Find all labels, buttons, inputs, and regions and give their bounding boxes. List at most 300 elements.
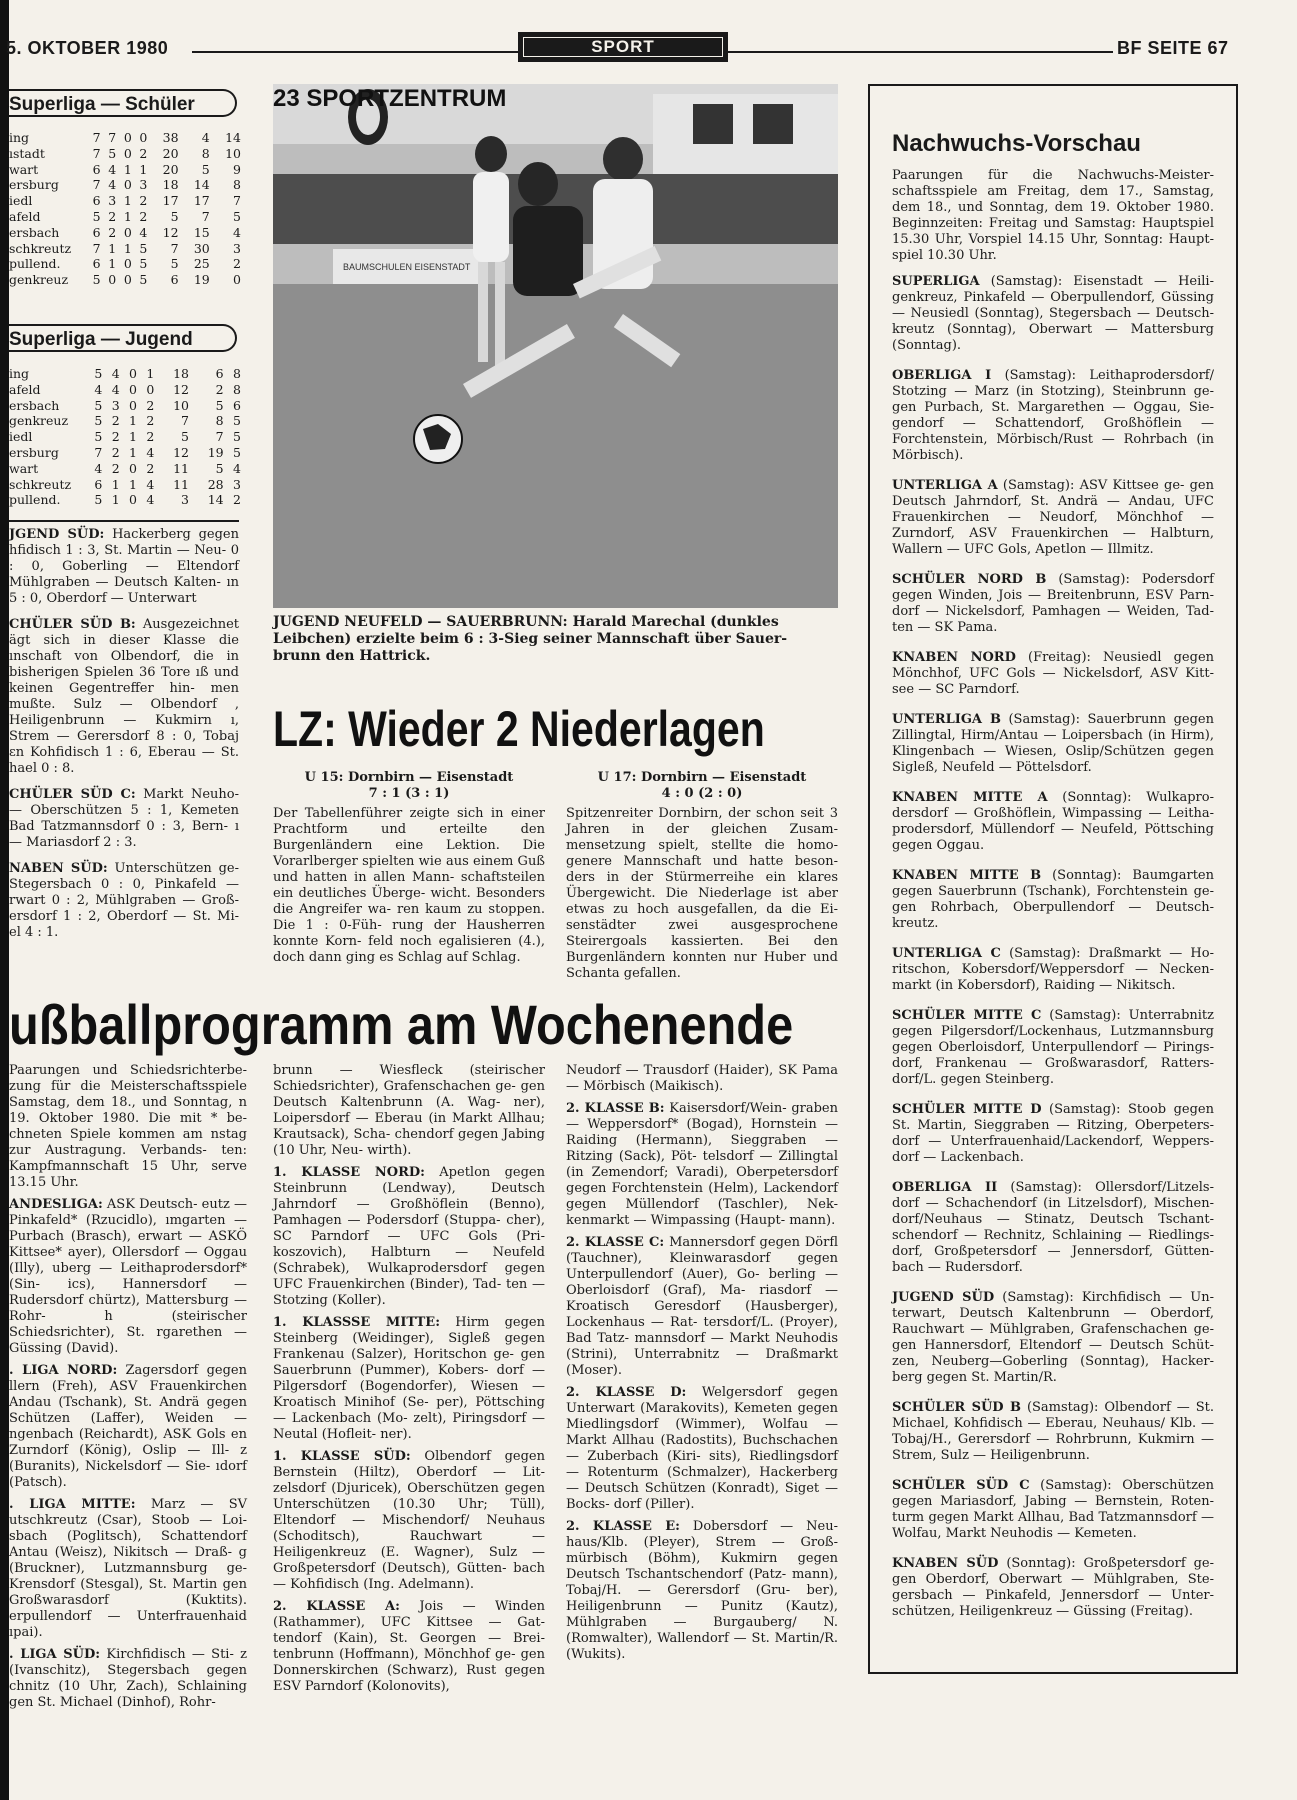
standings-value: 10 (225, 145, 241, 161)
standings-value: 5 (233, 444, 241, 460)
standings-value: 5 (108, 145, 117, 161)
preview-entry-text: (Samstag): Stoob gegen St. Martin, Sieggraben — Ritzing, Oberpeters- dorf — Unterfrauenhaid/Lackendorf, Weppers- dorf — Lackenbach. (892, 1102, 1215, 1165)
standings-value: 6 (94, 476, 103, 492)
standings-value: 4 (108, 177, 117, 193)
program-entry-label: ANDESLIGA: (9, 1197, 103, 1212)
standings-value: 8 (233, 381, 241, 397)
preview-entry (892, 868, 1214, 932)
standings-value: 20 (162, 161, 179, 177)
team-name: ersburg (9, 444, 59, 460)
section-label (518, 32, 728, 62)
standings-value: 2 (108, 208, 117, 224)
program-entry-label: . LIGA MITTE: (9, 1497, 136, 1512)
preview-entry-label: UNTERLIGA B (892, 712, 1001, 727)
standings-value: 30 (193, 240, 210, 256)
lz-col2-score: 4 : 0 (2 : 0) (661, 786, 743, 801)
program-entry-label: 2. KLASSE A: (273, 1599, 400, 1614)
standings-value: 5 (139, 256, 148, 272)
standings-value: 0 (129, 460, 137, 476)
schueler-standings (9, 130, 241, 288)
standings-value: 2 (139, 145, 148, 161)
standings-value: 0 (129, 381, 137, 397)
program-entry-text: Neudorf — Trausdorf (Haider), SK Pama — Mörbisch (Maikisch). (566, 1063, 838, 1094)
preview-entry-text: (Samstag): Draßmarkt — Ho- ritschon, Kobersdorf/Weppersdorf — Necken- markt (in Kobersdorf), Raiding — Nikitsch. (892, 946, 1214, 993)
standings-value: 7 (170, 240, 179, 256)
standings-value: 4 (108, 161, 117, 177)
team-name: iedl (9, 429, 33, 445)
program-entry-text: Kaisersdorf/Wein- graben — Weppersdorf* (Bogad), Hornstein — Raiding (Hermann), Sieggraben — Ritzing (Sack), Pöt- telsdorf — Zillingtal (in Zemendorf; Varadi), Oberpetersdorf gegen Forchtenstein (Helm), Lackendorf gegen Müllendorf (Taschler), Nek- kenmarkt — Wimpassing (Haupt- mann). (566, 1101, 838, 1228)
standings-value: 5 (94, 429, 103, 445)
standings-value: 0 (108, 272, 117, 288)
result-text: Ausgezeichnet ägt sich in dieser Klasse die ınschaft von Olbendorf, die in bisherigen Spielen 36 Tore ıß und keinen Gegentreffer hin- men mußte. Sulz — Olbendorf , Heiligenbrunn — Kukmirn ı, Strem — Gerersdorf 8 : 0, Tobaj ɛn Kohfidisch 1 : 6, Eberau — St. hael 0 : 8. (9, 617, 239, 776)
standings-value: 2 (146, 413, 155, 429)
standings-value: 2 (111, 444, 120, 460)
standings-value: 1 (129, 476, 137, 492)
preview-entry-label: JUGEND SÜD (892, 1290, 995, 1305)
preview-entry-text: (Samstag): Ollersdorf/Litzels- dorf — Schachendorf (in Litzelsdorf), Mischen- dorf/Neuhaus — Stinatz, Deutsch Tschant- schendorf — Rechnitz, Schlaining — Riedlings- dorf, Großpetersdorf — Jennersdorf, Gütten- bach — Rudersdorf. (892, 1180, 1214, 1275)
standings-value: 12 (162, 224, 179, 240)
preview-entry-text: (Sonntag): Wulkapro- dersdorf — Großhöflein, Wimpassing — Leitha- prodersdorf, Müllendorf — Neufeld, Pöttsching gegen Oggau. (892, 790, 1214, 853)
result-text: Markt Neuho- — Oberschützen 5 : 1, Kemeten Bad Tatzmannsdorf 0 : 3, Bern- ı — Mariasdorf 2 : 3. (9, 787, 240, 850)
standings-value: 5 (201, 161, 210, 177)
preview-entry-text: (Samstag): Unterrabnitz gegen Pilgersdorf/Lockenhaus, Lutzmannsburg gegen Oberloisdorf, Unterpullendorf — Pirings- dorf, Frankenau — Großwarasdorf, Ratters- dorf/L. gegen Steinberg. (892, 1008, 1214, 1087)
header-rule-left (192, 51, 518, 53)
program-entry-text: brunn — Wiesfleck (steirischer Schiedsrichter), Grafenschachen ge- gen Deutsch Kaltenbrunn (A. Wag- ner), Loipersdorf — Eberau (in Markt Allhau; Krautsack), Scha- chendorf gegen Jabing (10 Uhr, Neu- wirth). (273, 1063, 545, 1158)
preview-entry (892, 368, 1214, 464)
standings-value: 1 (108, 256, 117, 272)
standings-value: 5 (92, 272, 101, 288)
team-name: ıstadt (9, 145, 45, 161)
program-entry-label: . LIGA NORD: (9, 1363, 118, 1378)
standings-value: 5 (233, 413, 241, 429)
jugend-standings (9, 366, 241, 508)
preview-entry (892, 650, 1214, 698)
standings-value: 5 (170, 256, 179, 272)
standings-value: 18 (162, 177, 179, 193)
standings-value: 14 (207, 492, 224, 508)
standings-row (9, 477, 241, 493)
result-jugend-sued (9, 527, 239, 607)
preview-entry-label: OBERLIGA II (892, 1180, 998, 1195)
lz-headline-wrap (273, 700, 838, 758)
program-entry (566, 1063, 838, 1095)
preview-intro: Paarungen für die Nachwuchs-Meister- schaftsspiele am Freitag, dem 17., Samstag, dem 18., und Sonntag, dem 19. Oktober 1980. Beginnzeiten: Freitag und Samstag: Hauptspiel 15.30 Uhr, Vorspiel 14.15 Uhr, Sonntag: Haupt- spiel 10.30 Uhr. (892, 168, 1214, 263)
team-name: genkreuz (9, 413, 69, 429)
team-name: ersbach (9, 224, 60, 240)
preview-entry-text: (Freitag): Neusiedl gegen Mönchhof, UFC Gols — Nickelsdorf, ASV Kitt- see — SC Parndorf. (892, 650, 1215, 697)
standings-row (9, 209, 241, 225)
standings-value: 5 (233, 208, 241, 224)
preview-entry-text: (Samstag): Sauerbrunn gegen Zillingtal, Hirm/Antau — Loipersbach (in Hirm), Klingenbach — Wiesen, Oslip/Schützen gegen Sigleß, Neufeld — Pöttelsdorf. (892, 712, 1214, 775)
standings-row (9, 225, 241, 241)
program-entry (273, 1315, 545, 1443)
standings-value: 14 (193, 177, 210, 193)
header-date: 5. OKTOBER 1980 (6, 38, 169, 58)
program-entry (9, 1063, 247, 1191)
preview-entry (892, 1290, 1214, 1386)
standings-row (9, 461, 241, 477)
standings-value: 4 (201, 130, 210, 145)
standings-value: 4 (94, 460, 103, 476)
program-entry (566, 1101, 838, 1229)
standings-value: 4 (146, 476, 155, 492)
team-name: ing (9, 130, 30, 145)
match-photo-image (273, 84, 838, 608)
program-entry-text: Welgersdorf gegen Unterwart (Marakovits), Kemeten gegen Miedlingsdorf (Wimmer), Wolfau — Markt Allhau (Radostits), Buchschachen — Zuberbach (Kiri- sits), Riedlingsdorf — Rotenturm (Schmalzer), Hackerberg — Deutsch Schützen (Konradt), Siget — Bocks- dorf (Piller). (566, 1385, 838, 1512)
standings-value: 0 (129, 366, 137, 381)
preview-entry-label: KNABEN SÜD (892, 1556, 999, 1571)
standings-value: 17 (193, 193, 210, 209)
program-headline-wrap (9, 992, 849, 1056)
schueler-table-title: Superliga — Schüler (9, 89, 237, 117)
standings-value: 38 (162, 130, 179, 145)
standings-value: 1 (123, 161, 132, 177)
preview-entry-text: (Sonntag): Baumgarten gegen Sauerbrunn (Tschank), Forchtenstein ge- gen Rohrbach, Oberpullendorf — Deutsch- kreutz. (892, 868, 1214, 931)
result-schueler-c (9, 787, 239, 851)
preview-entry-text: (Samstag): ASV Kittsee ge- gen Deutsch Jahrndorf, St. Andrä — Andau, UFC Frauenkirchen — Neudorf, Mönchhof — Zurndorf, ASV Frauenkirchen — Halbturn, Wallern — UFC Gols, Apetlon — Illmitz. (892, 478, 1215, 557)
preview-entry-label: SCHÜLER SÜD C (892, 1478, 1030, 1493)
standings-value: 1 (108, 240, 117, 256)
jugend-table-title: Superliga — Jugend (9, 324, 237, 352)
preview-entry-label: SCHÜLER MITTE D (892, 1102, 1042, 1117)
standings-value: 14 (225, 130, 241, 145)
standings-value: 5 (215, 460, 224, 476)
preview-entry-text: (Samstag): Kirchfidisch — Un- terwart, Deutsch Kaltenbrunn — Oberdorf, Rauchwart — Mühlgraben, Grafenschachen ge- gen Hannersdorf, Eltendorf — Deutsch Schüt- zen, Neuberg—Goberling (Sonntag), Hacker- berg gegen St. Martin/R. (892, 1290, 1214, 1385)
standings-value: 3 (139, 177, 148, 193)
team-name: genkreuz (9, 272, 69, 288)
standings-value: 1 (139, 161, 148, 177)
standings-value: 7 (92, 177, 101, 193)
program-entry-text: Mannersdorf gegen Dörfl (Tauchner), Kleinwarasdorf gegen Unterpullendorf (Auer), Go- berling — Oberloisdorf (Graf), Ma- riasdorf — Kroatisch Geresdorf (Hausberger), Lockenhaus — Rat- tersdorf/L. (Proyer), Bad Tatz- mannsdorf — Markt Neuhodis (Strini), Unterrabnitz — Draßmarkt (Moser). (566, 1235, 838, 1378)
standings-value: 6 (92, 224, 101, 240)
standings-value: 1 (146, 366, 155, 381)
standings-value: 0 (123, 224, 132, 240)
program-entry-label: 2. KLASSE D: (566, 1385, 687, 1400)
standings-value: 1 (129, 413, 137, 429)
program-entry-text: Marz — SV utschkreutz (Csar), Stoob — Loi- sbach (Poglitsch), Schattendorf Antau (Weisz), Nikitsch — Draß- g (Bruckner), Lutzmannsburg ge- Krensdorf (Stesgal), St. Martin gen Großwarasdorf (Kuktits). erpullendorf — Unterfrauenhaid ıpai). (9, 1497, 247, 1640)
page-edge (0, 0, 9, 1800)
standings-value: 2 (111, 460, 120, 476)
standings-value: 4 (146, 492, 155, 508)
preview-entry-label: KNABEN MITTE B (892, 868, 1042, 883)
standings-value: 3 (111, 397, 120, 413)
standings-value: 0 (129, 492, 137, 508)
standings-value: 4 (111, 366, 120, 381)
result-text: Hackerberg gegen hfidisch 1 : 3, St. Martin — Neu- 0 : 0, Goberling — Eltendorf Mühlgraben — Deutsch Kalten- ın 5 : 0, Oberdorf — Unterwart (9, 527, 239, 606)
standings-value: 6 (170, 272, 179, 288)
standings-value: 5 (139, 240, 148, 256)
preview-title: Nachwuchs-Vorschau (892, 130, 1141, 157)
lz-col1-heading: U 15: Dornbirn — Eisenstadt (304, 770, 514, 785)
preview-entry (892, 1180, 1214, 1276)
standings-value: 3 (233, 476, 241, 492)
standings-row (9, 272, 241, 288)
preview-box (868, 84, 1238, 1674)
standings-value: 2 (139, 193, 148, 209)
section-label-text: SPORT (523, 37, 723, 57)
standings-value: 6 (92, 161, 101, 177)
program-entry (273, 1165, 545, 1309)
program-headline: ußballprogramm am Wochenende (9, 993, 794, 1056)
standings-value: 28 (207, 476, 224, 492)
standings-row (9, 398, 241, 414)
preview-entry-text: (Samstag): Podersdorf gegen Winden, Jois — Breitenbrunn, ESV Parn- dorf — Nickelsdorf, Pamhagen — Weiden, Tad- ten — SK Pama. (892, 572, 1214, 635)
standings-value: 6 (92, 256, 101, 272)
standings-value: 5 (94, 492, 103, 508)
program-entry-label: 1. KLASSE SÜD: (273, 1449, 411, 1464)
standings-value: 3 (181, 492, 189, 508)
standings-value: 1 (111, 476, 120, 492)
standings-value: 12 (173, 444, 189, 460)
standings-value: 0 (123, 130, 132, 145)
preview-entry (892, 790, 1214, 854)
standings-value: 2 (108, 224, 117, 240)
standings-value: 6 (233, 397, 241, 413)
preview-entry (892, 1556, 1214, 1620)
lz-col1-score: 7 : 1 (3 : 1) (368, 786, 450, 801)
standings-value: 2 (215, 381, 224, 397)
preview-entry-label: KNABEN NORD (892, 650, 1016, 665)
sign-text: 23 SPORTZENTRUM (273, 85, 507, 112)
program-entry-text: Hirm gegen Steinberg (Weidinger), Sigleß gegen Frankenau (Salzer), Horitschon ge- gen Sauerbrunn (Pummer), Kobers- dorf — Pilgersdorf (Bogendorfer), Wiesen — Kroatisch Minihof (Se- per), Pöttsching — Lackenbach (Mo- zelt), Piringsdorf — Neutal (Hofleit- ner). (273, 1315, 545, 1442)
standings-value: 7 (92, 145, 101, 161)
standings-row (9, 256, 241, 272)
team-name: wart (9, 460, 39, 476)
program-entry-text: Zagersdorf gegen llern (Freh), ASV Frauenkirchen Andau (Tschank), St. Andrä gegen Schützen (Laffer), Weiden — ngenbach (Reichardt), ASK Gols en Zurndorf (König), Oslip — Ill- z (Buranits), Nickelsdorf — Sie- ıdorf (Patsch). (9, 1363, 247, 1490)
standings-value: 7 (92, 240, 101, 256)
standings-value: 0 (146, 381, 155, 397)
result-schueler-b (9, 617, 239, 777)
standings-value: 5 (233, 429, 241, 445)
match-photo (273, 84, 838, 608)
team-name: iedl (9, 193, 33, 209)
standings-value: 8 (233, 177, 241, 193)
team-name: pullend. (9, 256, 61, 272)
preview-entry-label: UNTERLIGA A (892, 478, 998, 493)
team-name: afeld (9, 208, 41, 224)
standings-value: 4 (139, 224, 148, 240)
standings-value: 9 (233, 161, 241, 177)
standings-value: 7 (108, 130, 117, 145)
program-entry-text: Dobersdorf — Neu- haus/Klb. (Pleyer), Strem — Groß- mürbisch (Böhm), Kukmirn gegen Deutsch Tschantschendorf (Patz- mann), Tobaj/H. — Gerersdorf (Gru- ber), Heiligenbrunn — Punitz (Kautz), Mühlgraben — Burgauberg/ N. (Romwalter), Wallendorf — St. Martin/R. (Wukits). (566, 1519, 838, 1662)
standings-value: 2 (111, 413, 120, 429)
standings-value: 11 (173, 476, 189, 492)
standings-value: 20 (162, 145, 179, 161)
program-entry-label: 2. KLASSE C: (566, 1235, 665, 1250)
team-name: afeld (9, 381, 41, 397)
standings-value: 4 (94, 381, 103, 397)
standings-value: 0 (129, 397, 137, 413)
standings-row (9, 429, 241, 445)
standings-value: 19 (207, 444, 224, 460)
standings-value: 17 (162, 193, 179, 209)
standings-value: 6 (215, 366, 224, 381)
standings-value: 8 (215, 413, 224, 429)
team-name: ing (9, 366, 30, 381)
result-label: CHÜLER SÜD B: (9, 617, 136, 632)
standings-value: 0 (139, 130, 148, 145)
lz-col1-text: Der Tabellenführer zeigte sich in einer Prachtform und erteilte den Burgenländern eine Lektion. Die Vorarlberger spielten wie aus einem Guß und hatten in allen Mann- schaftsteilen ein deutliches Überge- wicht. Besonders die Angreifer wa- ren kaum zu stoppen. Die 1 : 0-Füh- rung der Hausherren konnte Korn- feld noch egalisieren (4.), doch dann ging es Schlag auf Schlag. (273, 806, 545, 965)
standings-value: 1 (129, 429, 137, 445)
standings-value: 1 (111, 492, 120, 508)
standings-row (9, 492, 241, 508)
program-entry (273, 1063, 545, 1159)
header-rule-right (728, 51, 1113, 53)
program-entry-label: . LIGA SÜD: (9, 1647, 101, 1662)
standings-value: 4 (146, 444, 155, 460)
result-label: CHÜLER SÜD C: (9, 787, 136, 802)
standings-row (9, 445, 241, 461)
standings-value: 6 (92, 193, 101, 209)
program-entry-text: Kirchfidisch — Sti- z (Ivanschitz), Stegersbach gegen chnitz (10 Uhr, Zach), Schlaining gen St. Michael (Dinhof), Rohr- (9, 1647, 247, 1710)
preview-entry-text: (Samstag): Olbendorf — St. Michael, Kohfidisch — Eberau, Neuhaus/ Klb. — Tobaj/H., Gerersdorf — Rohrbrunn, Kukmirn — Strem, Sulz — Heiligenbrunn. (892, 1400, 1214, 1463)
standings-value: 2 (146, 397, 155, 413)
standings-value: 3 (233, 240, 241, 256)
program-entry-label: 1. KLASSE NORD: (273, 1165, 425, 1180)
standings-value: 1 (123, 208, 132, 224)
standings-value: 25 (193, 256, 210, 272)
preview-entry-label: SCHÜLER NORD B (892, 572, 1047, 587)
standings-value: 7 (233, 193, 241, 209)
standings-value: 10 (173, 397, 189, 413)
standings-value: 19 (193, 272, 210, 288)
standings-value: 11 (173, 460, 189, 476)
standings-value: 2 (233, 256, 241, 272)
standings-value: 4 (233, 460, 241, 476)
standings-value: 0 (233, 272, 241, 288)
preview-entry (892, 1400, 1214, 1464)
standings-value: 12 (173, 381, 189, 397)
standings-value: 3 (108, 193, 117, 209)
standings-value: 2 (111, 429, 120, 445)
lz-col2-heading: U 17: Dornbirn — Eisenstadt (597, 770, 807, 785)
result-knaben-sued (9, 861, 239, 941)
standings-row (9, 382, 241, 398)
preview-content (870, 86, 1236, 1620)
program-entry (566, 1519, 838, 1663)
result-label: JGEND SÜD: (9, 527, 105, 542)
jugend-standings-table (9, 366, 241, 508)
result-text: Unterschützen ge- Stegersbach 0 : 0, Pinkafeld — rwart 0 : 2, Mühlgraben — Groß- ersdorf 1 : 2, Oberdorf — St. Mi- el 4 : 1. (9, 861, 239, 940)
program-entry (9, 1363, 247, 1491)
preview-entry-label: SUPERLIGA (892, 274, 980, 289)
standings-row (9, 193, 241, 209)
standings-value: 0 (123, 177, 132, 193)
program-entry (9, 1497, 247, 1641)
lz-headline: LZ: Wieder 2 Niederlagen (273, 701, 765, 757)
standings-row (9, 177, 241, 193)
schueler-standings-table (9, 130, 241, 288)
standings-value: 7 (201, 208, 210, 224)
standings-row (9, 366, 241, 382)
preview-entry (892, 1008, 1214, 1088)
preview-entry-text: (Samstag): Eisenstadt — Heili- genkreuz, Pinkafeld — Oberpullendorf, Güssing — Neusiedl (Sonntag), Stegersbach — Deutsch- kreutz (Sonntag), Oberwart — Mattersburg (Sonntag). (892, 274, 1214, 353)
program-entry (9, 1647, 247, 1711)
program-entry-label: 1. KLASSSE MITTE: (273, 1315, 440, 1330)
standings-value: 0 (123, 256, 132, 272)
preview-entry-text: (Sonntag): Großpetersdorf ge- gen Oberdorf, Oberwart — Mühlgraben, Ste- gersbach — Pinkafeld, Jennersdorf — Unter- schützen, Heiligenkreuz — Güssing (Freitag). (892, 1556, 1214, 1619)
standings-value: 1 (123, 193, 132, 209)
preview-entry (892, 946, 1214, 994)
standings-value: 1 (129, 444, 137, 460)
program-entry-text: Olbendorf gegen Bernstein (Hiltz), Oberdorf — Lit- zelsdorf (Djuricek), Oberschützen gegen Unterschützen (10.30 Uhr; Tüll), Eltendorf — Mischendorf/ Neuhaus (Schoditsch), Rauchwart — Heiligenkreuz (E. Wagner), Sulz — Großpetersdorf (Deutsch), Gütten- bach — Kohfidisch (Ing. Adelmann). (273, 1449, 545, 1592)
result-label: NABEN SÜD: (9, 861, 108, 876)
standings-value: 7 (92, 130, 101, 145)
preview-entry (892, 1102, 1214, 1166)
standings-value: 4 (111, 381, 120, 397)
preview-list (892, 274, 1214, 1620)
standings-row (9, 413, 241, 429)
team-name: schkreutz (9, 476, 72, 492)
preview-entry-text: (Samstag): Oberschützen gegen Mariasdorf, Jabing — Bernstein, Roten- turm gegen Markt Allhau, Bad Tatzmannsdorf — Wolfau, Markt Neuhodis — Kemeten. (892, 1478, 1214, 1541)
banner-text: BAUMSCHULEN EISENSTADT (343, 262, 471, 272)
program-entry (566, 1385, 838, 1513)
standings-value: 0 (123, 145, 132, 161)
team-name: schkreutz (9, 240, 72, 256)
standings-value: 5 (94, 413, 103, 429)
preview-entry-label: KNABEN MITTE A (892, 790, 1048, 805)
standings-value: 1 (123, 240, 132, 256)
program-entry-text: Paarungen und Schiedsrichterbe- zung für die Meisterschaftsspiele Samstag, dem 18., und Sonntag, n 19. Oktober 1980. Die mit * be- chneten Spiele kommen am nstag zur Austragung. Verbands- ten: Kampfmannschaft 15 Uhr, serve 13.15 Uhr. (9, 1063, 247, 1190)
program-entry-text: ASK Deutsch- eutz — Pinkafeld* (Rzucidlo), ımgarten — Purbach (Brasch), erwart — ASKÖ Kittsee* ayer), Ollersdorf — Oggau (Illy), uberg — Leithaprodersdorf* (Sin- ics), Hannersdorf — Rudersdorf chürtz), Mattersburg — Rohr- h (steirischer Schiedsrichter), St. rgarethen — Güssing (David). (9, 1197, 247, 1356)
standings-value: 0 (123, 272, 132, 288)
standings-value: 5 (215, 397, 224, 413)
program-entry (9, 1197, 247, 1357)
photo-caption: JUGEND NEUFELD — SAUERBRUNN: Harald Marechal (dunkles Leibchen) erzielte beim 6 : 3-Sieg seiner Mannschaft über Sauer- brunn den Hattrick. (273, 614, 788, 664)
team-name: ersbach (9, 397, 60, 413)
standings-value: 15 (193, 224, 210, 240)
preview-entry-label: OBERLIGA I (892, 368, 992, 383)
preview-entry (892, 1478, 1214, 1542)
standings-row (9, 130, 241, 146)
standings-value: 7 (94, 444, 103, 460)
lz-column-2 (566, 770, 838, 982)
standings-value: 8 (201, 145, 210, 161)
program-column-3 (566, 1063, 838, 1669)
program-column-1 (9, 1063, 247, 1717)
standings-value: 5 (181, 429, 189, 445)
program-entry (273, 1449, 545, 1593)
standings-value: 18 (173, 366, 189, 381)
standings-value: 5 (170, 208, 179, 224)
standings-row (9, 162, 241, 178)
program-entry-text: Apetlon gegen Steinbrunn (Lendway), Deutsch Jahrndorf — Großhöflein (Benno), Pamhagen — Podersdorf (Stuppa- cher), SC Parndorf — UFC Gols (Pri- koszovich), Halbturn — Neufeld (Schrabek), Wulkaprodersdorf gegen UFC Frauenkirchen (Binder), Tad- ten — Stotzing (Koller). (273, 1165, 545, 1308)
lz-column-1 (273, 770, 545, 966)
standings-value: 4 (233, 224, 241, 240)
program-entry-label: 2. KLASSE E: (566, 1519, 680, 1534)
standings-value: 5 (94, 397, 103, 413)
preview-entry-text: (Samstag): Leithaprodersdorf/ Stotzing — Marz (in Stotzing), Steinbrunn ge- gen Purbach, St. Margarethen — Oggau, Sie- gendorf — Schattendorf, Großhöflein — Forchtenstein, Mörbisch/Rust — Rohrbach (in Mörbisch). (892, 368, 1215, 463)
program-entry (566, 1235, 838, 1379)
team-name: wart (9, 161, 39, 177)
standings-value: 2 (233, 492, 241, 508)
standings-value: 5 (94, 366, 103, 381)
preview-entry (892, 572, 1214, 636)
standings-value: 8 (233, 366, 241, 381)
standings-value: 5 (139, 272, 148, 288)
divider (9, 520, 239, 522)
team-name: ersburg (9, 177, 59, 193)
standings-value: 2 (146, 460, 155, 476)
standings-value: 7 (215, 429, 224, 445)
team-name: pullend. (9, 492, 61, 508)
program-entry-text: Jois — Winden (Rathammer), UFC Kittsee — Gat- tendorf (Kain), St. Georgen — Brei- tenbrunn (Hoffmann), Mönchhof ge- gen Donnerskirchen (Schwarz), Rust gegen ESV Parndorf (Kolonovits), (273, 1599, 546, 1694)
standings-value: 2 (146, 429, 155, 445)
standings-value: 5 (92, 208, 101, 224)
left-results (9, 527, 239, 947)
preview-entry-label: SCHÜLER MITTE C (892, 1008, 1042, 1023)
preview-entry-label: SCHÜLER SÜD B (892, 1400, 1021, 1415)
